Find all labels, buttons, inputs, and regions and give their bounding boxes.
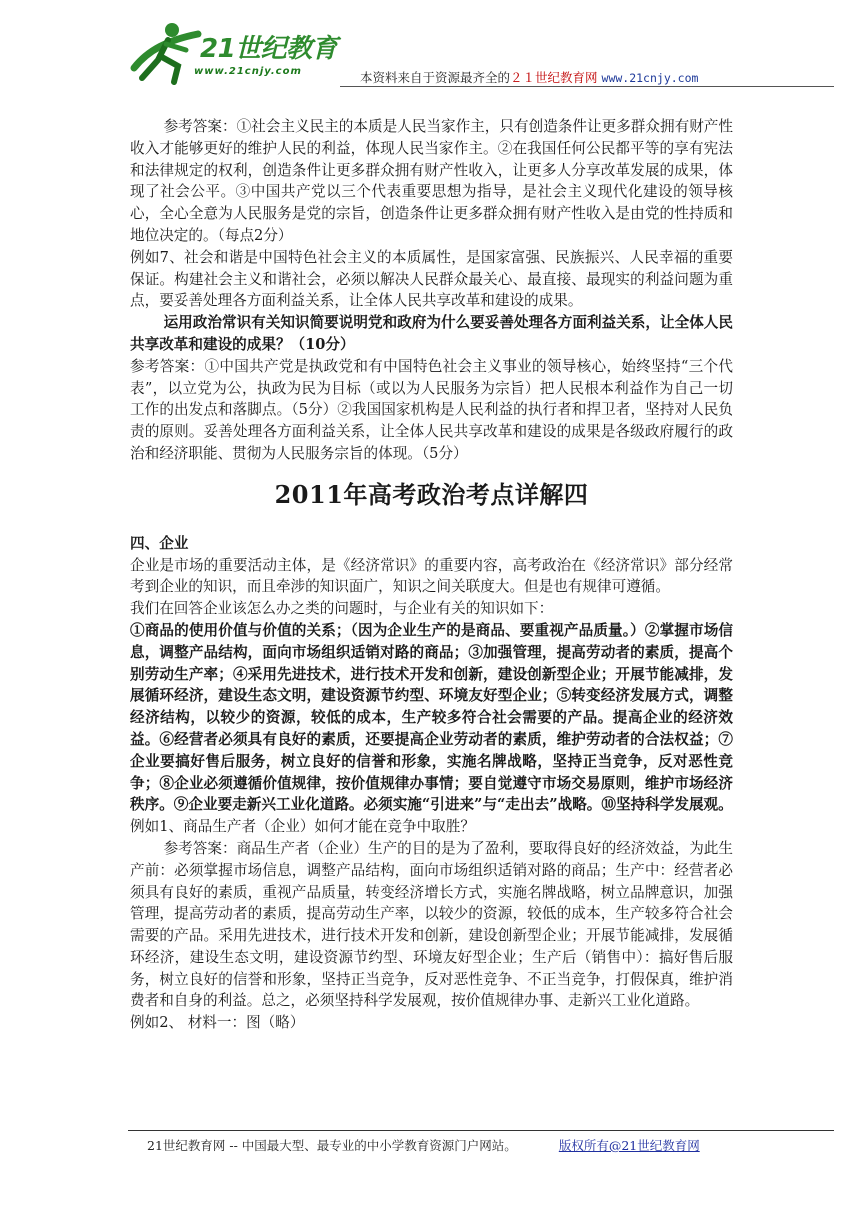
header-note-prefix: 本资料来自于资源最齐全的 [360, 70, 511, 85]
logo-url-text: www.21cnjy.com [194, 66, 302, 77]
intro-paragraph: 企业是市场的重要活动主体，是《经济常识》的重要内容，高考政治在《经济常识》部分经常考到企业的知识，而且牵涉的知识面广，知识之间关联度大。但是也有规律可遵循。 [130, 556, 733, 596]
site-logo[interactable] [128, 18, 338, 88]
example-1-question-text: 例如1、商品生产者（企业）如何才能在竞争中取胜？ [130, 818, 475, 836]
example-2-paragraph: 例如2、 材料一：图（略） [130, 1014, 305, 1032]
intro-lead-paragraph: 我们在回答企业该怎么办之类的问题时，与企业有关的知识如下： [130, 600, 554, 618]
footer-text: 21世纪教育网 -- 中国最大型、最专业的中小学教育资源门户网站。 [147, 1138, 517, 1153]
header-note-link[interactable]: www.21cnjy.com [601, 71, 699, 85]
page-footer [147, 1136, 700, 1154]
header-divider [340, 86, 834, 87]
answer-paragraph-3: 参考答案：商品生产者（企业）生产的目的是为了盈利，要取得良好的经济效益，为此生产前：必须掌握市场信息，调整产品结构，面向市场组织适销对路的商品；生产中：经营者必须具有良好的素质，重视产品质量，转变经济增长方式，实施名牌战略，树立品牌意识，加强管理，提高劳动者的素质，提高劳动生产率，以较少的资源，较低的成本，生产较多符合社会需要的产品。采用先进技术，进行技术开发和创新，建设创新型企业；开展节能减排，发展循环经济，建设生态文明，建设资源节约型、环境友好型企业；生产后（销售中）：搞好售后服务，树立良好的信誉和形象，坚持正当竞争，反对恶性竞争、不正当竞争，打假保真，维护消费者和自身的利益。总之，必须坚持科学发展观，按价值规律办事、走新兴工业化道路。 [130, 839, 733, 1010]
document-body [130, 116, 733, 1034]
knowledge-points-paragraph: ①商品的使用价值与价值的关系；（因为企业生产的是商品、要重视产品质量。）②掌握市场信息，调整产品结构，面向市场组织适销对路的商品；③加强管理，提高劳动者的素质，提高个别劳动生产率；④采用先进技术，进行技术开发和创新，建设创新型企业；开展节能减排，发展循环经济，建设生态文明，建设资源节约型、环境友好型企业；⑤转变经济发展方式，调整经济结构，以较少的资源，较低的成本，生产较多符合社会需要的产品。提高企业的经济效益。⑥经营者必须具有良好的素质，还要提高企业劳动者的素质，维护劳动者的合法权益；⑦企业要搞好售后服务，树立良好的信誉和形象，实施名牌战略，坚持正当竞争，反对恶性竞争；⑧企业必须遵循价值规律，按价值规律办事情；要自觉遵守市场交易原则，维护市场经济秩序。⑨企业要走新兴工业化道路。必须实施“引进来”与“走出去”战略。⑩坚持科学发展观。 [130, 621, 733, 814]
section-heading: 四、企业 [130, 534, 189, 552]
example-7-paragraph: 例如7、社会和谐是中国特色社会主义的本质属性，是国家富强、民族振兴、人民幸福的重要保证。构建社会主义和谐社会，必须以解决人民群众最关心、最直接、最现实的利益问题为重点，要妥善处理各方面利益关系，让全体人民共享改革和建设的成果。 [130, 248, 733, 310]
example-1-question [130, 816, 733, 838]
header-source-note [360, 68, 698, 86]
page-header [128, 18, 828, 88]
footer-copyright-link[interactable]: 版权所有@21世纪教育网 [558, 1138, 700, 1153]
logo-brand-text: 21世纪教育 [200, 34, 338, 64]
header-note-site: ２１世纪教育网 [510, 70, 598, 85]
footer-divider [128, 1130, 834, 1131]
section-title: 2011年高考政治考点详解四 [274, 479, 589, 509]
answer-paragraph-1: 参考答案：①社会主义民主的本质是人民当家作主，只有创造条件让更多群众拥有财产性收入才能够更好的维护人民的利益，体现人民当家作主。②在我国任何公民都平等的享有宪法和法律规定的权利，创造条件让更多群众拥有财产性收入，让更多人分享改革发展的成果，体现了社会公平。③中国共产党以三个代表重要思想为指导，是社会主义现代化建设的领导核心，全心全意为人民服务是党的宗旨，创造条件让更多群众拥有财产性收入是由党的性持质和地位决定的。（每点2分） [130, 118, 733, 244]
example-7-question: 运用政治常识有关知识简要说明党和政府为什么要妥善处理各方面利益关系，让全体人民共享改革和建设的成果？（10分） [130, 314, 733, 353]
answer-paragraph-2: 参考答案：①中国共产党是执政党和有中国特色社会主义事业的领导核心，始终坚持“三个代表”，以立党为公，执政为民为目标（或以为人民服务为宗旨）把人民根本利益作为自己一切工作的出发点和落脚点。（5分）②我国国家机构是人民利益的执行者和捍卫者，坚持对人民负责的原则。妥善处理各方面利益关系，让全体人民共享改革和建设的成果是各级政府履行的政治和经济职能、贯彻为人民服务宗旨的体现。（5分） [130, 357, 733, 462]
